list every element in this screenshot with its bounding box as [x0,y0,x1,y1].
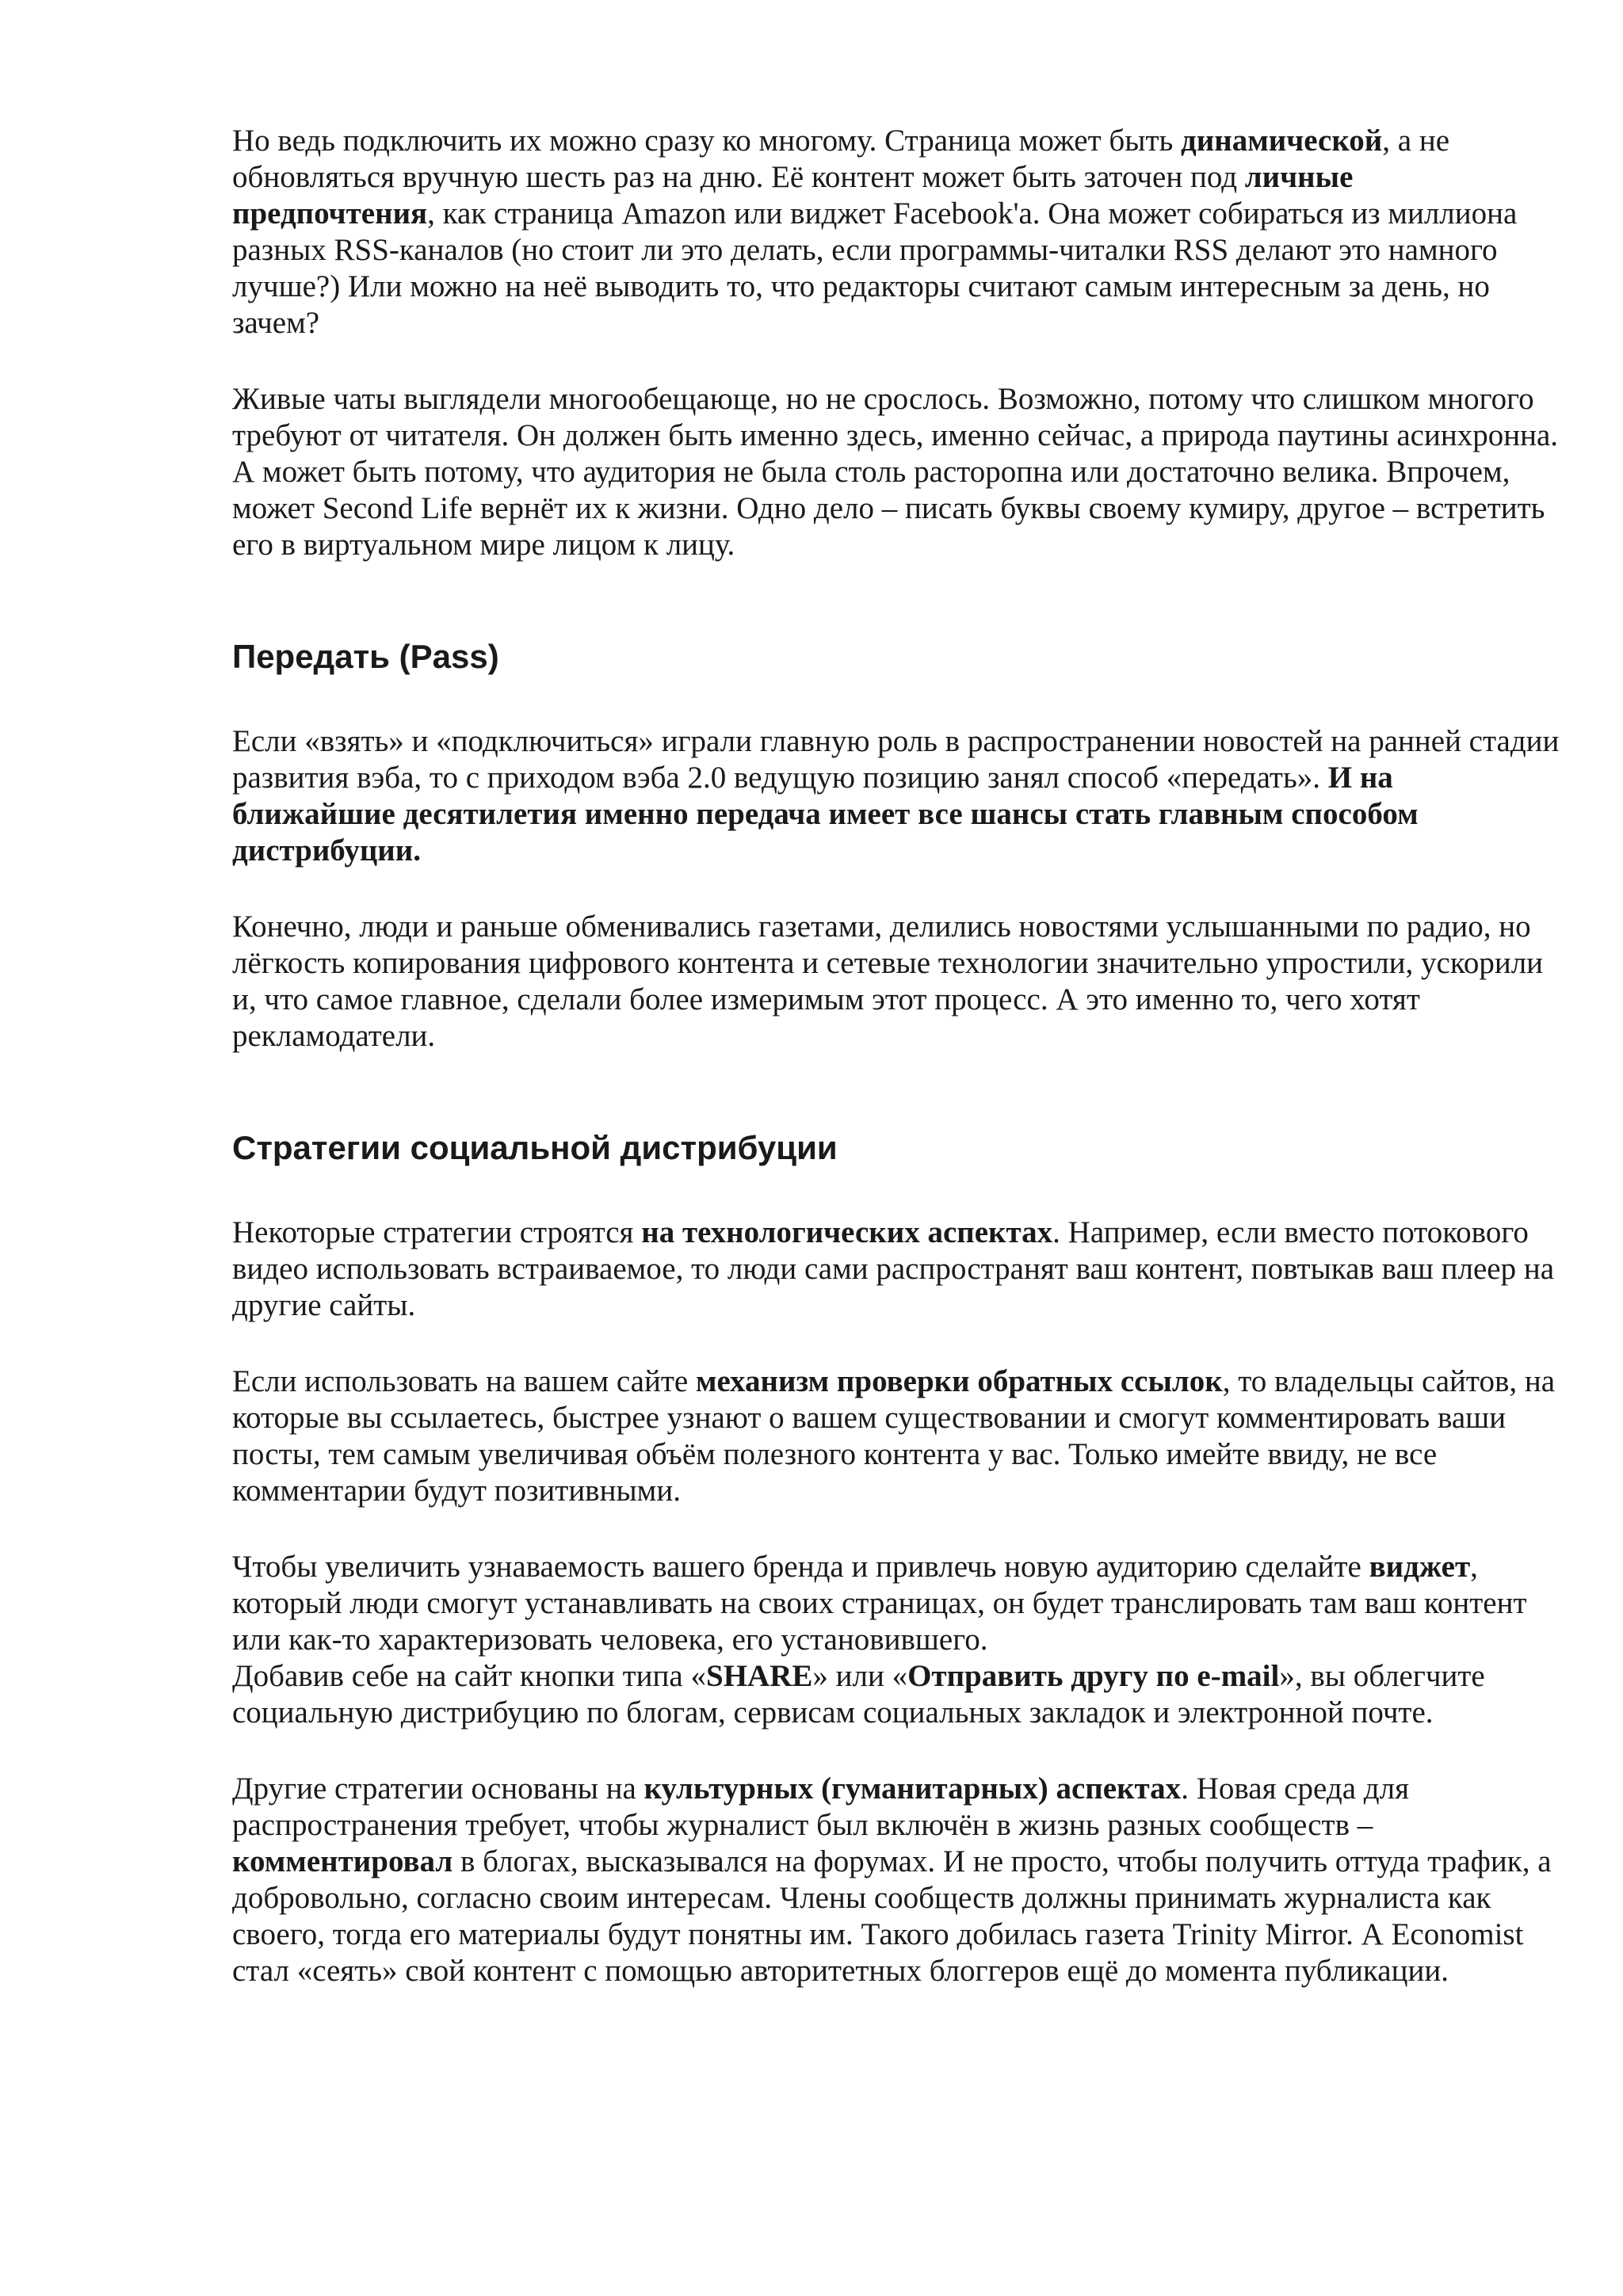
text: Если «взять» и «подключиться» играли главную роль в распространении новостей на ранней стадии развития вэба, то с приходом вэба 2.0 ведущую позицию занял способ «передать». [232,724,1560,795]
bold-text: культурных (гуманитарных) аспектах [643,1772,1182,1806]
bold-text: виджет [1369,1550,1471,1584]
text: Но ведь подключить их можно сразу ко многому. Страница может быть [232,124,1182,158]
bold-text: комментировал [232,1844,453,1878]
text: Чтобы увеличить узнаваемость вашего бренда и привлечь новую аудиторию сделайте [232,1550,1369,1584]
text: Конечно, люди и раньше обменивались газетами, делились новостями услышанными по радио, но лёгкость копирования цифрового контента и сетевые технологии значительно упростили, ускорили и, что самое главное, сделали более измеримым этот процесс. А это именно то, чего хотят рекламодатели. [232,910,1544,1053]
bold-text: личные предпочтения [232,160,1354,231]
text: » или « [812,1659,908,1693]
text: . Например, если вместо потокового видео использовать встраиваемое, то люди сами распространят ваш контент, повтыкав ваш плеер на другие сайты. [232,1215,1555,1322]
paragraph-cultural-aspects [232,1771,1564,1989]
paragraph-backlinks [232,1363,1564,1509]
text: , который люди смогут устанавливать на своих страницах, он будет транслировать там ваш контент или как-то характеризовать человека, его установившего. [232,1550,1527,1657]
text: Живые чаты выглядели многообещающе, но не срослось. Возможно, потому что слишком многого требуют от читателя. Он должен быть именно здесь, именно сейчас, а природа паутины асинхронна. А может быть потому, что аудитория не была столь расторопна или достаточно велика. Впрочем, может Second Life вернёт их к жизни. Одно дело – писать буквы своему кумиру, другое – встретить его в виртуальном мире лицом к лицу. [232,382,1559,562]
text: , как страница Amazon или виджет Facebook'а. Она может собираться из миллиона разных RSS-каналов (но стоит ли это делать, если программы-читалки RSS делают это намного лучше?) Или можно на неё выводить то, что редакторы считают самым интересным за день, но зачем? [232,196,1518,340]
paragraph-tech-aspects [232,1215,1564,1324]
text: », вы облегчите социальную дистрибуцию по блогам, сервисам социальных закладок и электронной почте. [232,1659,1485,1730]
bold-text: И на ближайшие десятилетия именно передача имеет все шансы стать главным способом дистрибуции. [232,761,1419,868]
paragraph-pass-intro [232,723,1564,869]
bold-text: механизм проверки обратных ссылок [695,1364,1223,1398]
paragraph-dynamic-pages [232,123,1564,341]
text: . Новая среда для распространения требует, чтобы журналист был включён в жизнь разных сообществ – [232,1772,1410,1842]
text: , то владельцы сайтов, на которые вы ссылаетесь, быстрее узнают о вашем существовании и смогут комментировать ваши посты, тем самым увеличивая объём полезного контента у вас. Только имейте ввиду, не все комментарии будут позитивными. [232,1364,1556,1508]
paragraph-widget [232,1549,1564,1731]
bold-text: динамической [1181,124,1383,158]
text: в блогах, высказывался на форумах. И не просто, чтобы получить оттуда трафик, а добровольно, согласно своим интересам. Члены сообществ должны принимать журналиста как своего, тогда его материалы будут понятны им. Такого добилась газета Trinity Mirror. А Economist стал «сеять» свой контент с помощью авторитетных блоггеров ещё до момента публикации. [232,1844,1552,1988]
bold-text: Отправить другу по e-mail [907,1659,1280,1693]
text: Если использовать на вашем сайте [232,1364,696,1398]
paragraph-digital-copying [232,909,1564,1055]
text: Другие стратегии основаны на [232,1772,644,1806]
paragraph-live-chats [232,381,1564,563]
text: Добавив себе на сайт кнопки типа « [232,1659,706,1693]
text: Некоторые стратегии строятся [232,1215,642,1249]
heading-social-distribution: Стратегии социальной дистрибуции [232,1129,838,1166]
text: , а не обновляться вручную шесть раз на дню. Её контент может быть заточен под [232,124,1450,194]
bold-text: на технологических аспектах [641,1215,1053,1249]
document-body [232,123,1564,1989]
bold-text: SHARE [706,1659,813,1693]
heading-pass: Передать (Pass) [232,638,499,675]
